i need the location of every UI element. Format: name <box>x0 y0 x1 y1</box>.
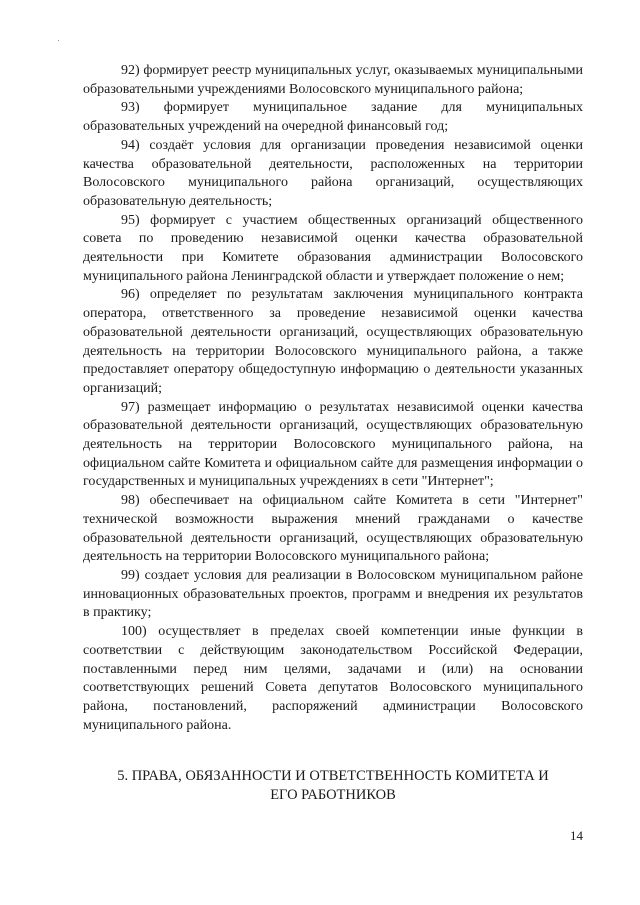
document-body <box>83 62 583 805</box>
list-item-96: 96) определяет по результатам заключения муниципального контракта оператора, ответственного за проведение независимой оценки качества образовательной деятельности организаций, осуществляющих образовательную деятельность на территории Волосовского муниципального района, а также предоставляет оператору общедоступную информацию о деятельности указанных организаций; <box>83 287 583 396</box>
list-item-92: 92) формирует реестр муниципальных услуг, оказываемых муниципальными образовательными учреждениями Волосовского муниципального района; <box>83 63 583 97</box>
list-item-95: 95) формирует с участием общественных организаций общественного совета по проведению независимой оценки качества образовательной деятельности при Комитете образования администрации Волосовского муниципального района Ленинградской области и утверждает положение о нем; <box>83 212 583 284</box>
page-number: 14 <box>570 828 583 843</box>
list-item-97: 97) размещает информацию о результатах независимой оценки качества образовательной деятельности организаций, осуществляющих образовательную деятельность на территории Волосовского муниципального района, на официальном сайте Комитета и официальном сайте для размещения информации о государственных и муниципальных учреждениях в сети "Интернет"; <box>83 399 583 490</box>
list-item-93: 93) формирует муниципальное задание для муниципальных образовательных учреждений на очередной финансовый год; <box>83 100 583 135</box>
list-item-98: 98) обеспечивает на официальном сайте Комитета в сети "Интернет" технической возможности выражения мнений гражданами о качестве образовательной деятельности организаций, осуществляющих образовательную деятельность на территории Волосовского муниципального района; <box>83 493 583 565</box>
list-item-100: 100) осуществляет в пределах своей компетенции иные функции в соответствии с действующим законодательством Российской Федерации, поставленными перед ним целями, задачами и (или) на основании соответствующих решений Совета депутатов Волосовского муниципального района, постановлений, распоряжений администрации Волосовского муниципального района. <box>83 624 583 733</box>
list-item-94: 94) создаёт условия для организации проведения независимой оценки качества образовательной деятельности, расположенных на территории Волосовского муниципального района организаций, осуществляющих образовательную деятельность; <box>83 137 583 209</box>
scan-speck <box>58 40 59 41</box>
list-item-99: 99) создает условия для реализации в Волосовском муниципальном районе инновационных образовательных проектов, программ и внедрения их результатов в практику; <box>83 567 583 621</box>
section-heading: 5. ПРАВА, ОБЯЗАННОСТИ И ОТВЕТСТВЕННОСТЬ КОМИТЕТА И ЕГО РАБОТНИКОВ <box>117 768 549 804</box>
